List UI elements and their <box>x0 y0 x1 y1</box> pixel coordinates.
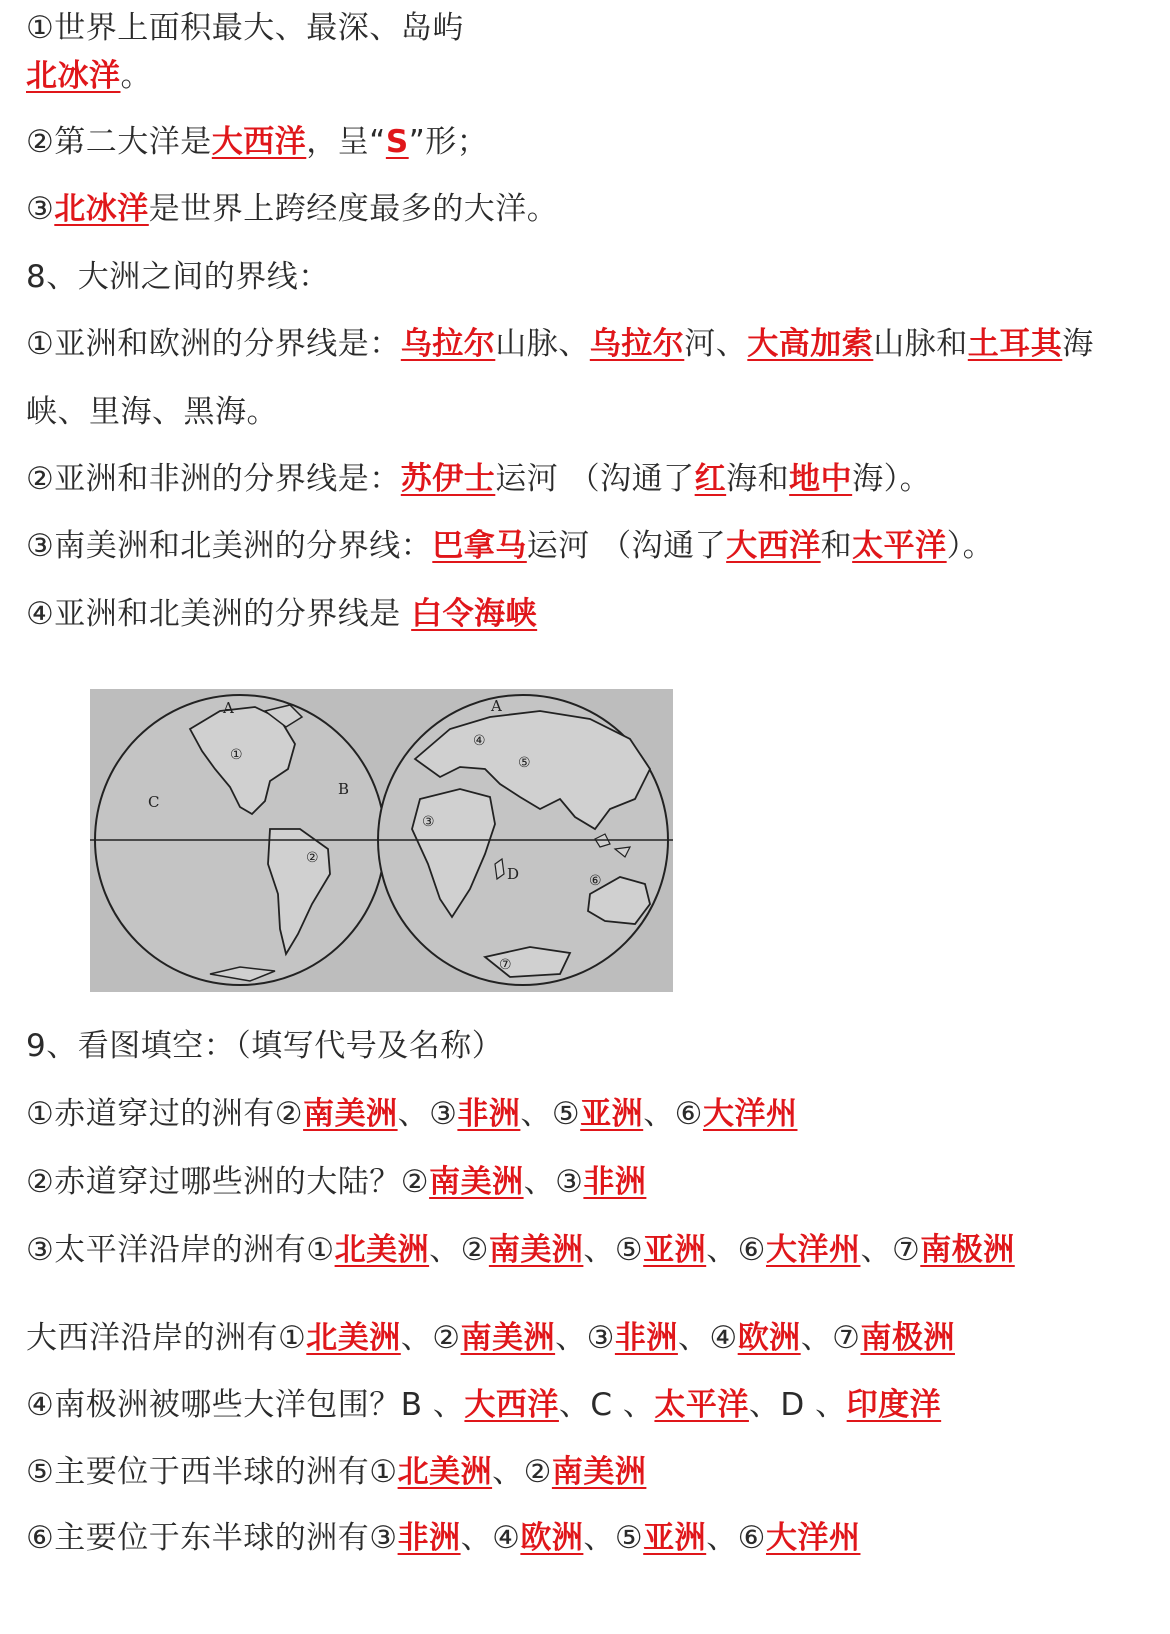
ocean-fact-1: ①世界上面积最大、最深、岛屿 <box>26 10 464 46</box>
label-B: B <box>338 780 350 798</box>
q9-3-atlantic: 大西洋沿岸的洲有①北美洲、②南美洲、③非洲、④欧洲、⑦南极洲 <box>26 1320 955 1356</box>
q9-1: ①赤道穿过的洲有②南美洲、③非洲、⑤亚洲、⑥大洋州 <box>26 1096 798 1132</box>
label-A-east: A <box>491 697 502 715</box>
q9-6: ⑥主要位于东半球的洲有③非洲、④欧洲、⑤亚洲、⑥大洋州 <box>26 1520 861 1556</box>
q9-3-pacific: ③太平洋沿岸的洲有①北美洲、②南美洲、⑤亚洲、⑥大洋州、⑦南极洲 <box>26 1232 1015 1268</box>
label-D: D <box>507 865 520 883</box>
label-C: C <box>148 793 160 811</box>
boundary-asia-north-america: ④亚洲和北美洲的分界线是 白令海峡 <box>26 596 538 632</box>
boundary-asia-europe: ①亚洲和欧洲的分界线是：乌拉尔山脉、乌拉尔河、大高加索山脉和土耳其海 <box>26 326 1094 362</box>
boundary-americas: ③南美洲和北美洲的分界线：巴拿马运河 （沟通了大西洋和太平洋）。 <box>26 528 995 564</box>
marker-5: ⑤ <box>518 755 531 771</box>
marker-1: ① <box>230 747 243 763</box>
fade-overlay <box>470 0 1170 58</box>
marker-6: ⑥ <box>589 873 602 889</box>
ocean-fact-3: ③北冰洋是世界上跨经度最多的大洋。 <box>26 191 559 227</box>
boundary-asia-europe-cont: 峡、里海、黑海。 <box>26 394 278 430</box>
q9-2: ②赤道穿过哪些洲的大陆？②南美洲、③非洲 <box>26 1164 647 1200</box>
q9-5: ⑤主要位于西半球的洲有①北美洲、②南美洲 <box>26 1454 647 1490</box>
section-8-heading: 8、大洲之间的界线： <box>26 259 330 295</box>
world-hemispheres-map <box>90 689 673 992</box>
q9-4: ④南极洲被哪些大洋包围？B 、大西洋、C 、太平洋、D 、印度洋 <box>26 1387 942 1423</box>
label-A-west: A <box>223 699 234 717</box>
marker-7: ⑦ <box>499 957 512 973</box>
ocean-fact-1-answer: 北冰洋。 <box>26 58 152 94</box>
section-9-heading: 9、看图填空：（填写代号及名称） <box>26 1028 504 1064</box>
marker-2: ② <box>306 850 319 866</box>
marker-3: ③ <box>422 814 435 830</box>
boundary-asia-africa: ②亚洲和非洲的分界线是：苏伊士运河 （沟通了红海和地中海）。 <box>26 461 932 497</box>
marker-4: ④ <box>473 733 486 749</box>
ocean-fact-2: ②第二大洋是大西洋，呈“S”形； <box>26 124 489 160</box>
